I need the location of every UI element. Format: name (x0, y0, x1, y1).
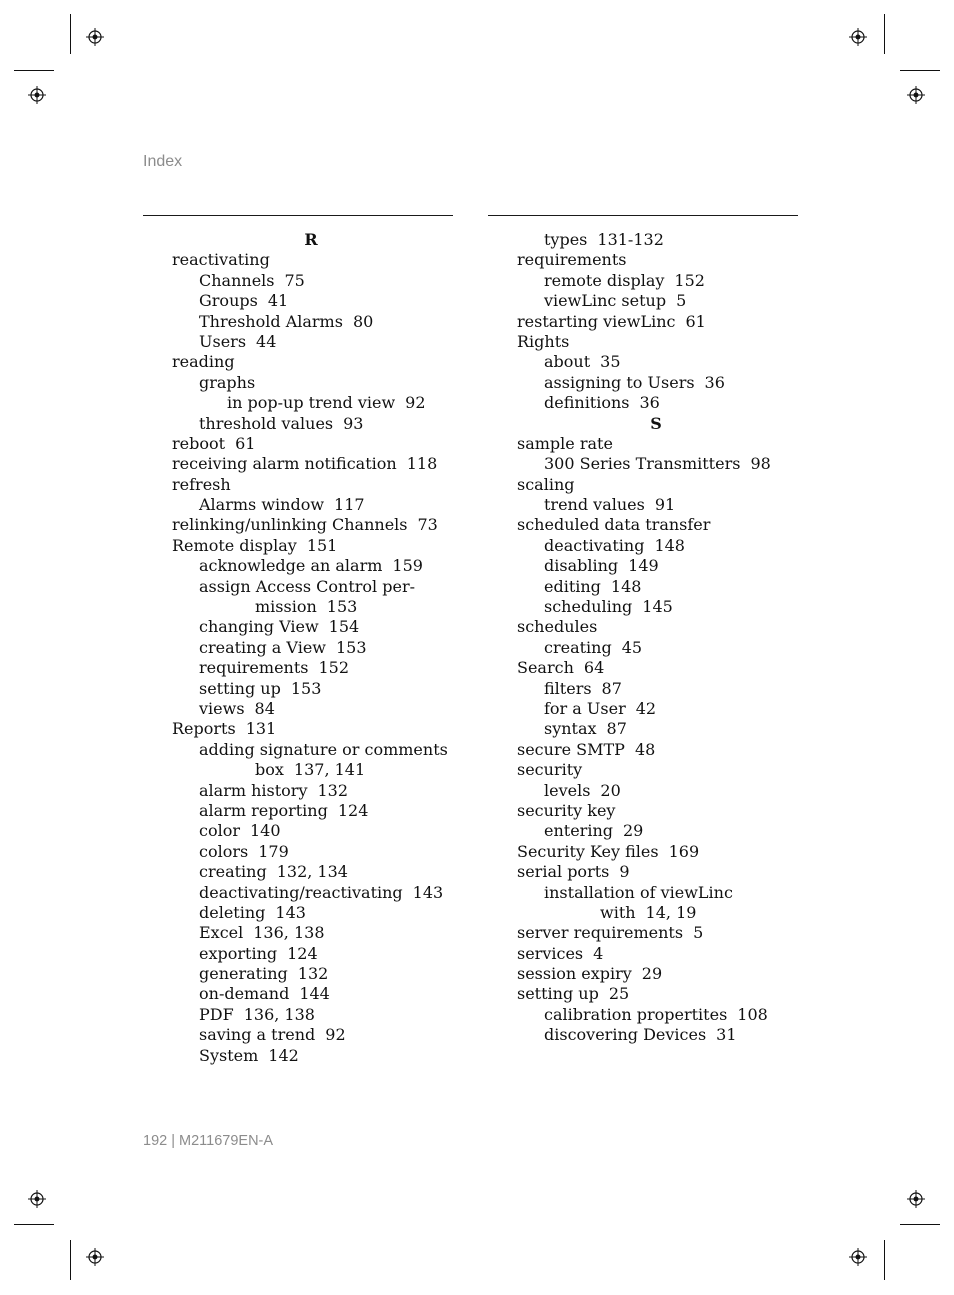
index-entry (517, 475, 817, 495)
index-page-ref: 143 (275, 902, 306, 922)
index-term: changing View (199, 617, 319, 637)
index-term: graphs (199, 372, 256, 392)
index-page-ref: 144 (299, 984, 330, 1004)
index-term: deactivating (544, 535, 645, 555)
index-term: Groups (199, 291, 258, 311)
index-term: trend values (544, 495, 645, 515)
index-term: discovering Devices (544, 1025, 707, 1045)
index-entry (172, 332, 472, 352)
index-term: in pop-up trend view (227, 393, 396, 413)
index-column-right (517, 230, 817, 1046)
index-entry (172, 536, 472, 556)
index-page-ref: 29 (641, 964, 663, 984)
index-entry (517, 679, 817, 699)
index-term: sample rate (517, 433, 613, 453)
index-term: Alarms window (199, 495, 325, 515)
registration-mark-icon (86, 28, 104, 46)
index-term: assigning to Users (544, 372, 695, 392)
index-term: levels (544, 780, 591, 800)
index-term: session expiry (517, 964, 632, 984)
index-page-ref: 132 (317, 780, 349, 800)
registration-mark-icon (28, 1190, 46, 1208)
index-term: security key (517, 800, 616, 820)
index-entry (517, 373, 817, 393)
index-term: syntax (544, 719, 597, 739)
index-page-ref: 48 (634, 739, 656, 759)
index-page-ref: 45 (621, 637, 643, 657)
index-entry (172, 944, 472, 964)
index-page-ref: 132 (297, 964, 329, 984)
index-entry (172, 679, 472, 699)
registration-mark-icon (86, 1248, 104, 1266)
index-term: editing (544, 576, 601, 596)
registration-mark-icon (907, 86, 925, 104)
index-term: entering (544, 821, 613, 841)
index-entry (517, 964, 817, 984)
index-term: reading (172, 352, 235, 372)
index-entry (517, 617, 817, 637)
index-term: generating (199, 964, 288, 984)
registration-mark-icon (907, 1190, 925, 1208)
page-footer: 192 | M211679EN-A (143, 1133, 274, 1149)
index-page-ref: 20 (600, 780, 621, 800)
index-term: requirements (199, 658, 309, 678)
registration-mark-icon (849, 28, 867, 46)
index-term: alarm history (199, 780, 308, 800)
index-term: Remote display (172, 535, 297, 555)
index-entry (172, 475, 472, 495)
index-page-ref: 41 (267, 291, 289, 311)
index-term: setting up (199, 678, 281, 698)
crop-mark (900, 1224, 940, 1225)
index-term: creating (544, 637, 612, 657)
index-term: views (199, 698, 245, 718)
index-entry (172, 740, 472, 760)
index-entry (517, 883, 817, 903)
index-entry (517, 638, 817, 658)
index-page-ref: 153 (290, 678, 322, 698)
index-page-ref: 5 (676, 291, 687, 311)
index-page-ref: 73 (417, 515, 438, 535)
index-term: saving a trend (199, 1025, 316, 1045)
index-entry (517, 903, 817, 923)
index-entry (172, 699, 472, 719)
index-entry (517, 312, 817, 332)
index-entry (517, 434, 817, 454)
index-term: Rights (517, 331, 570, 351)
index-page-ref: 148 (654, 535, 685, 555)
index-page-ref: 93 (343, 413, 364, 433)
index-entry (517, 454, 817, 474)
index-term: server requirements (517, 923, 684, 943)
index-term: PDF (199, 1004, 234, 1024)
index-page-ref: 92 (325, 1025, 346, 1045)
index-letter-heading: R (304, 230, 318, 249)
index-term: requirements (517, 250, 627, 270)
index-page-ref: 87 (606, 719, 627, 739)
index-page-ref: 152 (674, 270, 705, 290)
index-term: exporting (199, 943, 278, 963)
index-entry (172, 434, 472, 454)
index-entry (172, 577, 472, 597)
registration-mark-icon (849, 1248, 867, 1266)
index-entry (172, 1046, 472, 1066)
index-term: installation of viewLinc (544, 882, 733, 902)
index-column-left (172, 230, 472, 1066)
index-page-ref: 117 (334, 495, 365, 515)
index-entry (172, 454, 472, 474)
index-term: security (517, 760, 583, 780)
index-entry (517, 495, 817, 515)
index-term: System (199, 1045, 259, 1065)
index-entry (517, 781, 817, 801)
index-entry (517, 230, 817, 250)
index-page-ref: 44 (256, 331, 277, 351)
crop-mark (884, 1240, 885, 1280)
index-letter-heading: S (650, 413, 662, 433)
index-entry (517, 1025, 817, 1045)
index-entry (172, 842, 472, 862)
index-term: relinking/unlinking Channels (172, 515, 408, 535)
index-term: remote display (544, 270, 665, 290)
index-page-ref: 140 (250, 821, 281, 841)
index-term: Search (517, 658, 574, 678)
index-term: 300 Series Transmitters (544, 454, 741, 474)
column-rule-right (488, 215, 798, 216)
index-term: Users (199, 331, 247, 351)
index-term: creating a View (199, 637, 326, 657)
index-term: viewLinc setup (544, 291, 667, 311)
index-entry (517, 271, 817, 291)
index-term: disabling (544, 556, 619, 576)
index-entry (172, 1025, 472, 1045)
index-entry (172, 291, 472, 311)
index-term: restarting viewLinc (517, 311, 676, 331)
index-entry (172, 984, 472, 1004)
index-term: threshold values (199, 413, 334, 433)
index-page-ref: 36 (639, 393, 660, 413)
crop-mark (14, 70, 54, 71)
index-entry (517, 250, 817, 270)
index-term: on-demand (199, 984, 290, 1004)
index-term: deactivating/reactivating (199, 882, 403, 902)
index-term: color (199, 821, 240, 841)
index-term: calibration propertites (544, 1004, 728, 1024)
index-entry (517, 393, 817, 413)
index-entry (517, 352, 817, 372)
index-entry (172, 964, 472, 984)
index-entry (172, 271, 472, 291)
index-entry (172, 801, 472, 821)
index-page-ref: 87 (601, 678, 622, 698)
running-header: Index (143, 153, 183, 170)
index-term: reboot (172, 433, 226, 453)
index-term: secure SMTP (517, 739, 625, 759)
index-entry (172, 515, 472, 535)
crop-mark (884, 14, 885, 54)
index-term: scheduling (544, 597, 633, 617)
index-entry (517, 923, 817, 943)
index-term: serial ports (517, 862, 610, 882)
index-page-ref: 149 (628, 556, 659, 576)
index-entry (172, 250, 472, 270)
index-term: Threshold Alarms (199, 311, 343, 331)
index-entry (172, 414, 472, 434)
index-term: services (517, 943, 584, 963)
index-entry (517, 556, 817, 576)
index-page-ref: 98 (750, 454, 771, 474)
index-page-ref: 64 (583, 658, 605, 678)
index-page-ref: 154 (328, 617, 360, 637)
index-term: schedules (517, 617, 598, 637)
crop-mark (900, 70, 940, 71)
index-term: creating (199, 862, 267, 882)
index-page-ref: 35 (600, 352, 621, 372)
index-term: box (255, 760, 284, 780)
index-page-ref: 61 (235, 433, 256, 453)
index-page-ref: 25 (608, 984, 630, 1004)
index-term: Channels (199, 270, 275, 290)
index-entry (517, 984, 817, 1004)
crop-mark (70, 1240, 71, 1280)
index-page-ref: 14, 19 (645, 902, 697, 922)
index-entry (172, 1005, 472, 1025)
index-page-ref: 131-132 (597, 230, 664, 249)
index-entry (517, 842, 817, 862)
index-page-ref: 36 (704, 372, 725, 392)
index-page-ref: 148 (610, 576, 642, 596)
index-page-ref: 152 (318, 658, 350, 678)
index-page-ref: 153 (335, 637, 367, 657)
index-term: with (600, 902, 636, 922)
index-page-ref: 124 (337, 800, 369, 820)
index-term: mission (255, 597, 317, 617)
index-term: assign Access Control per- (199, 576, 416, 596)
crop-mark (70, 14, 71, 54)
index-page-ref: 137, 141 (293, 760, 366, 780)
index-entry (517, 944, 817, 964)
index-entry (172, 373, 472, 393)
index-page-ref: 179 (258, 841, 289, 861)
index-page-ref: 29 (622, 821, 644, 841)
index-entry (172, 903, 472, 923)
index-term: for a User (544, 698, 626, 718)
index-page-ref: 142 (268, 1045, 299, 1065)
index-page-ref: 136, 138 (253, 923, 325, 943)
index-page-ref: 153 (326, 597, 358, 617)
index-page-ref: 145 (642, 597, 673, 617)
index-term: definitions (544, 393, 630, 413)
index-page-ref: 118 (406, 454, 438, 474)
index-term: acknowledge an alarm (199, 556, 383, 576)
index-term: scheduled data transfer (517, 515, 711, 535)
index-entry (517, 760, 817, 780)
index-entry (517, 862, 817, 882)
index-term: setting up (517, 984, 599, 1004)
index-entry (517, 1005, 817, 1025)
index-entry (517, 740, 817, 760)
index-entry (172, 719, 472, 739)
index-entry (172, 638, 472, 658)
index-page-ref: 91 (654, 495, 676, 515)
index-entry (517, 699, 817, 719)
index-entry (172, 495, 472, 515)
index-entry (517, 719, 817, 739)
index-term: alarm reporting (199, 800, 328, 820)
index-entry (172, 781, 472, 801)
index-page-ref: 131 (245, 719, 277, 739)
index-page-ref: 159 (392, 556, 423, 576)
index-entry (172, 312, 472, 332)
index-entry (172, 597, 472, 617)
index-entry (172, 352, 472, 372)
index-page-ref: 75 (284, 270, 305, 290)
index-term: scaling (517, 474, 575, 494)
index-entry (172, 393, 472, 413)
index-entry (517, 658, 817, 678)
index-page-ref: 143 (412, 882, 444, 902)
index-term: Security Key files (517, 841, 659, 861)
index-entry (517, 577, 817, 597)
index-entry (172, 617, 472, 637)
index-entry (517, 291, 817, 311)
index-entry (517, 515, 817, 535)
index-page-ref: 31 (716, 1025, 737, 1045)
index-term: adding signature or comments (199, 739, 448, 759)
index-entry (172, 862, 472, 882)
index-page-ref: 169 (668, 841, 700, 861)
index-entry (172, 821, 472, 841)
index-page-ref: 80 (352, 311, 374, 331)
index-term: about (544, 352, 591, 372)
index-entry (172, 658, 472, 678)
index-page-ref: 61 (685, 311, 706, 331)
index-entry (517, 821, 817, 841)
index-entry (172, 883, 472, 903)
index-page-ref: 9 (619, 862, 630, 882)
index-page-ref: 132, 134 (276, 862, 348, 882)
column-rule-left (143, 215, 453, 216)
index-entry (517, 597, 817, 617)
index-term: receiving alarm notification (172, 454, 397, 474)
index-term: filters (544, 678, 592, 698)
index-page-ref: 42 (635, 698, 657, 718)
index-page-ref: 124 (287, 943, 318, 963)
index-page-ref: 5 (693, 923, 704, 943)
index-term: colors (199, 841, 249, 861)
index-entry (517, 801, 817, 821)
index-term: deleting (199, 902, 266, 922)
index-term: refresh (172, 474, 231, 494)
index-entry (517, 332, 817, 352)
index-term: Excel (199, 923, 244, 943)
index-term: Reports (172, 719, 236, 739)
index-page-ref: 151 (306, 535, 338, 555)
registration-mark-icon (28, 86, 46, 104)
index-entry (172, 556, 472, 576)
crop-mark (14, 1224, 54, 1225)
index-entry (172, 923, 472, 943)
index-page-ref: 84 (254, 698, 275, 718)
index-page-ref: 108 (737, 1004, 768, 1024)
index-page-ref: 4 (593, 943, 604, 963)
index-page-ref: 92 (405, 393, 426, 413)
index-entry (517, 536, 817, 556)
index-entry (172, 760, 472, 780)
index-term: types (544, 230, 588, 249)
index-page-ref: 136, 138 (243, 1004, 315, 1024)
index-term: reactivating (172, 250, 270, 270)
